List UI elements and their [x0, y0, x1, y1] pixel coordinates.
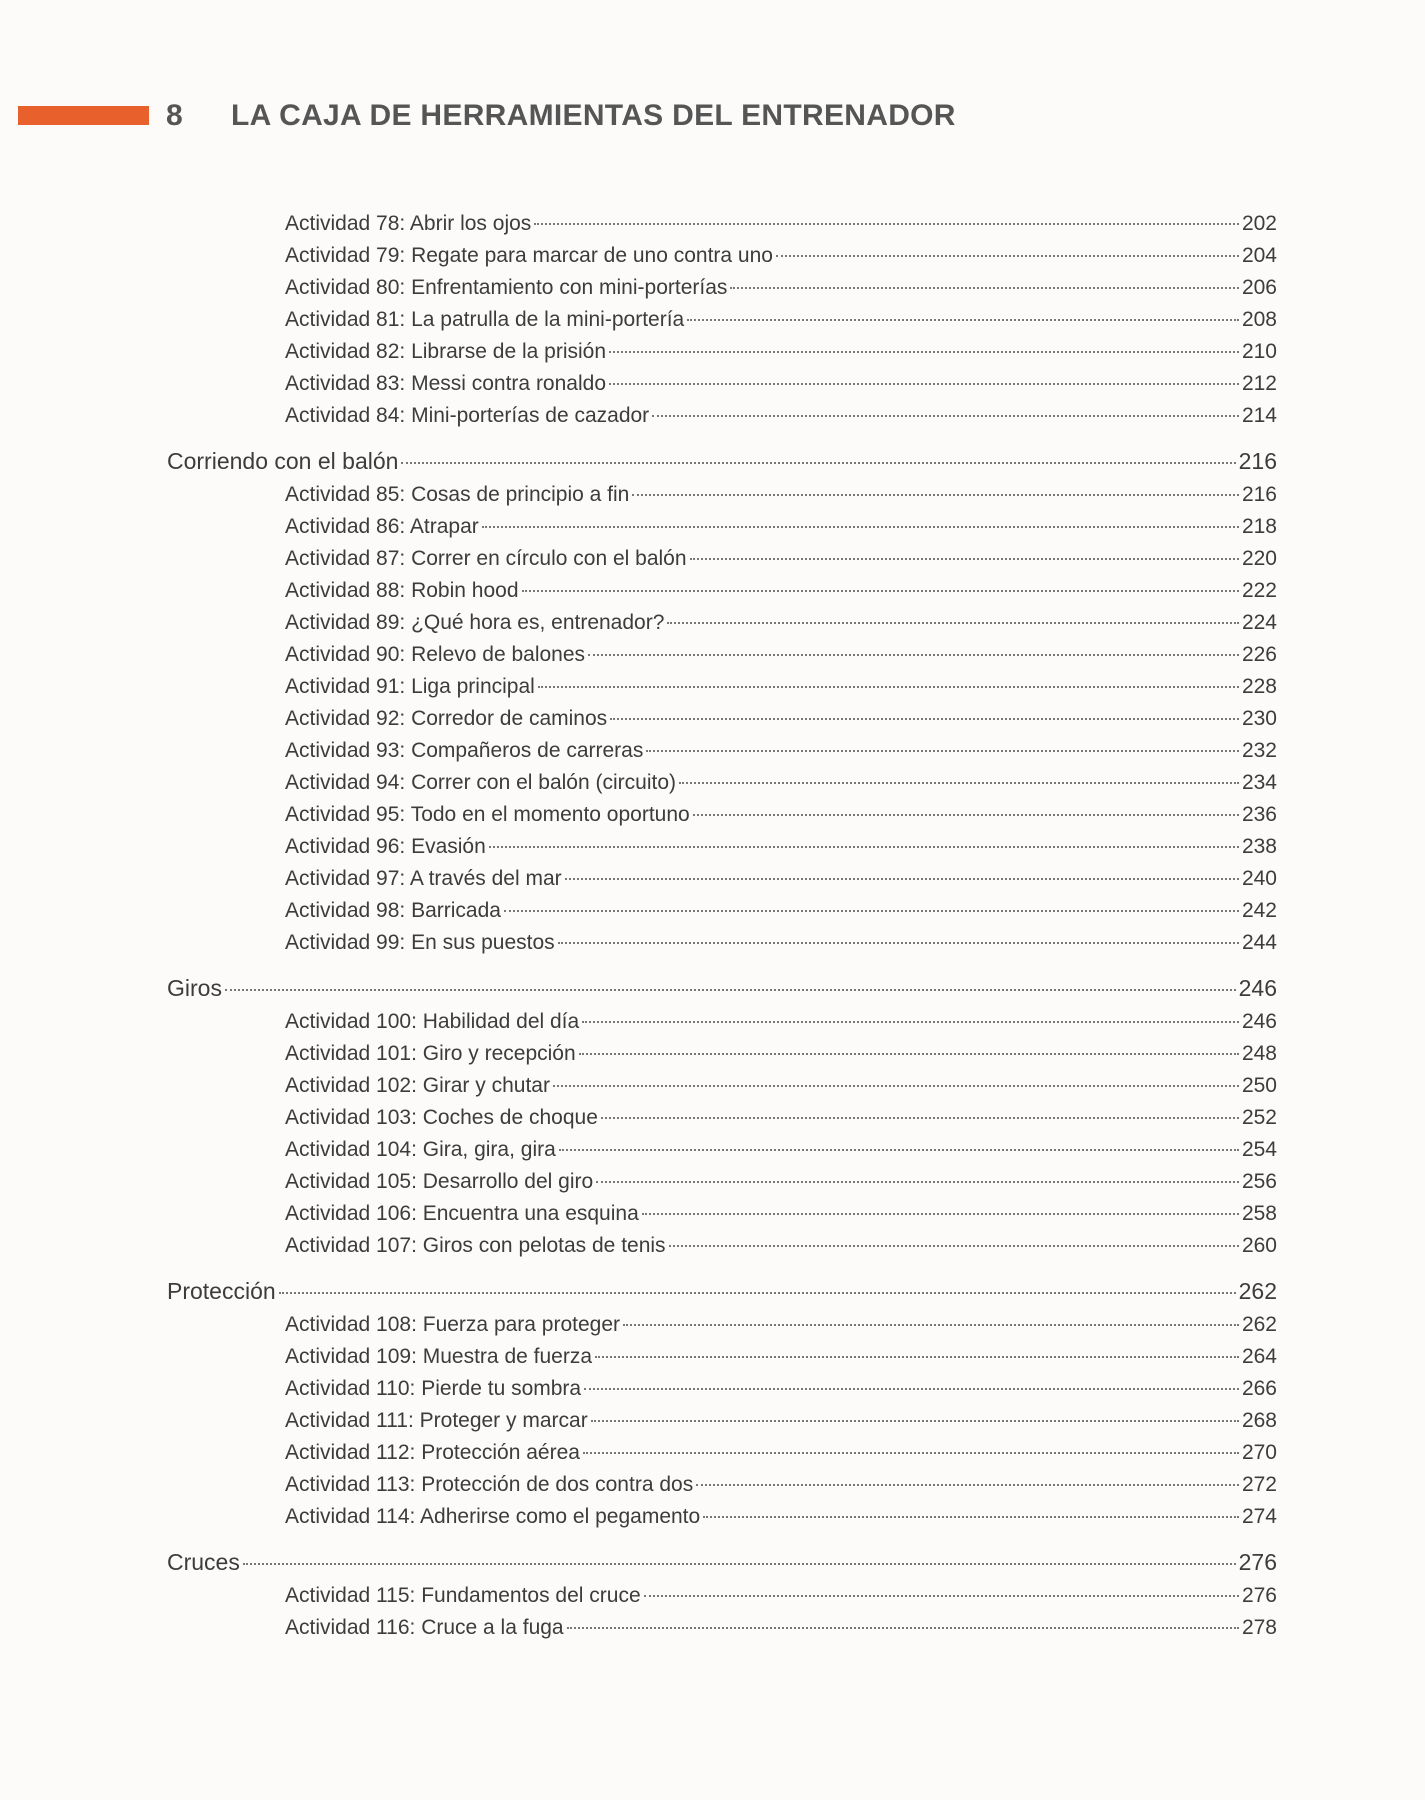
- toc-dot-leader: [279, 1292, 1236, 1294]
- toc-activity-row: [0, 1580, 1277, 1612]
- toc-dot-leader: [776, 255, 1239, 257]
- toc-activity-row: [0, 927, 1277, 959]
- toc-activity-row: [0, 1341, 1277, 1373]
- toc-activity-title: Actividad 102: Girar y chutar: [285, 1074, 550, 1097]
- toc-activity-title: Actividad 104: Gira, gira, gira: [285, 1138, 556, 1161]
- toc-page-number: 210: [1241, 340, 1277, 363]
- toc-page-number: 262: [1241, 1313, 1277, 1336]
- toc-activity-title: Actividad 101: Giro y recepción: [285, 1042, 576, 1065]
- toc-activity-row: [0, 607, 1277, 639]
- toc-activity-row: [0, 735, 1277, 767]
- toc-activity-title: Actividad 89: ¿Qué hora es, entrenador?: [285, 611, 665, 634]
- toc-activity-row: [0, 703, 1277, 735]
- toc-page-number: 216: [1238, 448, 1277, 474]
- toc-dot-leader: [642, 1213, 1239, 1215]
- toc-page-number: 256: [1241, 1170, 1277, 1193]
- toc-dot-leader: [482, 526, 1239, 528]
- toc-activity-row: [0, 895, 1277, 927]
- toc-activity-row: [0, 511, 1277, 543]
- toc-activity-title: Actividad 88: Robin hood: [285, 579, 519, 602]
- toc-page-number: 266: [1241, 1377, 1277, 1400]
- toc-activity-title: Actividad 92: Corredor de caminos: [285, 707, 608, 730]
- toc-activity-title: Actividad 99: En sus puestos: [285, 931, 555, 954]
- toc-page-number: 206: [1241, 276, 1277, 299]
- toc-activity-row: [0, 671, 1277, 703]
- toc-page-number: 216: [1241, 483, 1277, 506]
- toc-activity-title: Actividad 107: Giros con pelotas de tenis: [285, 1234, 666, 1257]
- header-accent-bar: [18, 106, 149, 125]
- toc-page-number: 202: [1241, 212, 1277, 235]
- toc-activity-row: [0, 543, 1277, 575]
- toc-page-number: 270: [1241, 1441, 1277, 1464]
- toc-page-number: 228: [1241, 675, 1277, 698]
- toc-page-number: 246: [1241, 1010, 1277, 1033]
- toc-activity-title: Actividad 113: Protección de dos contra dos: [285, 1473, 694, 1496]
- toc-activity-title: Actividad 86: Atrapar: [285, 515, 479, 538]
- toc-activity-title: Actividad 111: Proteger y marcar: [285, 1409, 588, 1432]
- toc-page-number: 224: [1241, 611, 1277, 634]
- toc-activity-row: [0, 240, 1277, 272]
- toc-page-number: 208: [1241, 308, 1277, 331]
- toc-activity-title: Actividad 112: Protección aérea: [285, 1441, 580, 1464]
- toc-page-number: 258: [1241, 1202, 1277, 1225]
- toc-page-number: 218: [1241, 515, 1277, 538]
- toc-dot-leader: [588, 654, 1239, 656]
- toc-activity-row: [0, 1006, 1277, 1038]
- toc-section-row: [0, 443, 1277, 479]
- toc-page-number: 204: [1241, 244, 1277, 267]
- page-number: 8: [166, 99, 183, 132]
- toc-page-number: 272: [1241, 1473, 1277, 1496]
- toc-activity-row: [0, 1134, 1277, 1166]
- toc-dot-leader: [690, 558, 1239, 560]
- toc-activity-row: [0, 1405, 1277, 1437]
- toc-activity-title: Actividad 96: Evasión: [285, 835, 486, 858]
- toc-page-number: 276: [1238, 1549, 1277, 1575]
- toc-dot-leader: [225, 989, 1236, 991]
- toc-dot-leader: [609, 351, 1239, 353]
- toc-activity-title: Actividad 90: Relevo de balones: [285, 643, 586, 666]
- toc-activity-row: [0, 208, 1277, 240]
- toc-section-title: Cruces: [167, 1549, 240, 1575]
- toc-activity-row: [0, 767, 1277, 799]
- toc-activity-title: Actividad 94: Correr con el balón (circuito): [285, 771, 677, 794]
- toc-page-number: 214: [1241, 404, 1277, 427]
- toc-dot-leader: [693, 814, 1239, 816]
- toc-activity-title: Actividad 91: Liga principal: [285, 675, 535, 698]
- toc-page-number: 248: [1241, 1042, 1277, 1065]
- toc-dot-leader: [553, 1085, 1239, 1087]
- toc-activity-title: Actividad 83: Messi contra ronaldo: [285, 372, 606, 395]
- toc-dot-leader: [538, 686, 1239, 688]
- toc-page-number: 274: [1241, 1505, 1277, 1528]
- table-of-contents: [0, 208, 1425, 1644]
- toc-activity-title: Actividad 114: Adherirse como el pegamento: [285, 1505, 701, 1528]
- toc-activity-row: [0, 1230, 1277, 1262]
- toc-dot-leader: [489, 846, 1239, 848]
- toc-activity-row: [0, 1373, 1277, 1405]
- toc-dot-leader: [584, 1388, 1239, 1390]
- toc-page-number: 260: [1241, 1234, 1277, 1257]
- toc-page-number: 240: [1241, 867, 1277, 890]
- toc-activity-row: [0, 1166, 1277, 1198]
- toc-dot-leader: [730, 287, 1239, 289]
- toc-activity-title: Actividad 93: Compañeros de carreras: [285, 739, 644, 762]
- toc-activity-row: [0, 1612, 1277, 1644]
- toc-section-title: Protección: [167, 1278, 276, 1304]
- toc-activity-row: [0, 863, 1277, 895]
- toc-page-number: 242: [1241, 899, 1277, 922]
- toc-page-number: 238: [1241, 835, 1277, 858]
- toc-dot-leader: [596, 1181, 1239, 1183]
- toc-dot-leader: [652, 415, 1239, 417]
- toc-dot-leader: [558, 942, 1239, 944]
- toc-dot-leader: [623, 1324, 1239, 1326]
- toc-activity-title: Actividad 85: Cosas de principio a fin: [285, 483, 630, 506]
- toc-dot-leader: [559, 1149, 1239, 1151]
- toc-page-number: 262: [1238, 1278, 1277, 1304]
- toc-section-row: [0, 970, 1277, 1006]
- toc-dot-leader: [401, 462, 1235, 464]
- toc-section-title: Giros: [167, 975, 222, 1001]
- toc-dot-leader: [595, 1356, 1239, 1358]
- toc-dot-leader: [522, 590, 1239, 592]
- toc-activity-title: Actividad 115: Fundamentos del cruce: [285, 1584, 641, 1607]
- toc-page-number: 220: [1241, 547, 1277, 570]
- toc-dot-leader: [565, 878, 1239, 880]
- toc-page-number: 232: [1241, 739, 1277, 762]
- toc-dot-leader: [601, 1117, 1239, 1119]
- toc-page-number: 230: [1241, 707, 1277, 730]
- toc-page-number: 254: [1241, 1138, 1277, 1161]
- toc-activity-title: Actividad 98: Barricada: [285, 899, 501, 922]
- toc-page-number: 234: [1241, 771, 1277, 794]
- toc-dot-leader: [696, 1484, 1239, 1486]
- toc-dot-leader: [243, 1563, 1236, 1565]
- toc-section-row: [0, 1544, 1277, 1580]
- toc-activity-row: [0, 1038, 1277, 1070]
- toc-activity-title: Actividad 79: Regate para marcar de uno contra uno: [285, 244, 773, 267]
- toc-activity-row: [0, 1469, 1277, 1501]
- toc-page-number: 222: [1241, 579, 1277, 602]
- toc-activity-title: Actividad 82: Librarse de la prisión: [285, 340, 607, 363]
- toc-activity-row: [0, 799, 1277, 831]
- toc-activity-title: Actividad 95: Todo en el momento oportuno: [285, 803, 690, 826]
- toc-activity-row: [0, 400, 1277, 432]
- toc-dot-leader: [687, 319, 1239, 321]
- toc-activity-title: Actividad 109: Muestra de fuerza: [285, 1345, 593, 1368]
- toc-activity-row: [0, 304, 1277, 336]
- toc-page-number: 246: [1238, 975, 1277, 1001]
- toc-activity-title: Actividad 84: Mini-porterías de cazador: [285, 404, 650, 427]
- toc-activity-title: Actividad 81: La patrulla de la mini-portería: [285, 308, 685, 331]
- toc-page-number: 264: [1241, 1345, 1277, 1368]
- toc-activity-title: Actividad 103: Coches de choque: [285, 1106, 598, 1129]
- toc-activity-title: Actividad 108: Fuerza para proteger: [285, 1313, 621, 1336]
- toc-activity-row: [0, 272, 1277, 304]
- toc-dot-leader: [644, 1595, 1239, 1597]
- toc-activity-title: Actividad 78: Abrir los ojos: [285, 212, 532, 235]
- toc-section-title: Corriendo con el balón: [167, 448, 399, 474]
- toc-dot-leader: [591, 1420, 1239, 1422]
- toc-activity-row: [0, 575, 1277, 607]
- toc-dot-leader: [567, 1627, 1239, 1629]
- toc-page-number: 226: [1241, 643, 1277, 666]
- book-title: LA CAJA DE HERRAMIENTAS DEL ENTRENADOR: [231, 99, 956, 132]
- toc-dot-leader: [534, 223, 1239, 225]
- toc-activity-title: Actividad 97: A través del mar: [285, 867, 562, 890]
- toc-activity-row: [0, 1437, 1277, 1469]
- toc-dot-leader: [609, 383, 1239, 385]
- toc-activity-row: [0, 1501, 1277, 1533]
- toc-dot-leader: [646, 750, 1239, 752]
- toc-activity-row: [0, 1102, 1277, 1134]
- toc-page-number: 236: [1241, 803, 1277, 826]
- toc-page-number: 250: [1241, 1074, 1277, 1097]
- toc-dot-leader: [703, 1516, 1239, 1518]
- toc-page-number: 212: [1241, 372, 1277, 395]
- toc-activity-title: Actividad 87: Correr en círculo con el balón: [285, 547, 687, 570]
- toc-activity-row: [0, 639, 1277, 671]
- toc-activity-title: Actividad 116: Cruce a la fuga: [285, 1616, 564, 1639]
- toc-page-number: 278: [1241, 1616, 1277, 1639]
- toc-activity-title: Actividad 110: Pierde tu sombra: [285, 1377, 582, 1400]
- toc-activity-row: [0, 479, 1277, 511]
- toc-activity-row: [0, 1198, 1277, 1230]
- toc-activity-row: [0, 1309, 1277, 1341]
- toc-dot-leader: [582, 1021, 1239, 1023]
- toc-dot-leader: [610, 718, 1239, 720]
- toc-activity-row: [0, 336, 1277, 368]
- toc-activity-row: [0, 368, 1277, 400]
- toc-dot-leader: [669, 1245, 1239, 1247]
- toc-section-row: [0, 1273, 1277, 1309]
- toc-page-number: 268: [1241, 1409, 1277, 1432]
- toc-activity-title: Actividad 106: Encuentra una esquina: [285, 1202, 639, 1225]
- toc-activity-title: Actividad 105: Desarrollo del giro: [285, 1170, 594, 1193]
- toc-page-number: 252: [1241, 1106, 1277, 1129]
- toc-dot-leader: [579, 1053, 1239, 1055]
- toc-dot-leader: [504, 910, 1239, 912]
- toc-page-number: 276: [1241, 1584, 1277, 1607]
- toc-activity-title: Actividad 80: Enfrentamiento con mini-porterías: [285, 276, 728, 299]
- toc-dot-leader: [667, 622, 1239, 624]
- toc-activity-row: [0, 831, 1277, 863]
- toc-activity-row: [0, 1070, 1277, 1102]
- toc-dot-leader: [632, 494, 1239, 496]
- toc-page-number: 244: [1241, 931, 1277, 954]
- toc-dot-leader: [679, 782, 1239, 784]
- toc-dot-leader: [583, 1452, 1239, 1454]
- toc-activity-title: Actividad 100: Habilidad del día: [285, 1010, 580, 1033]
